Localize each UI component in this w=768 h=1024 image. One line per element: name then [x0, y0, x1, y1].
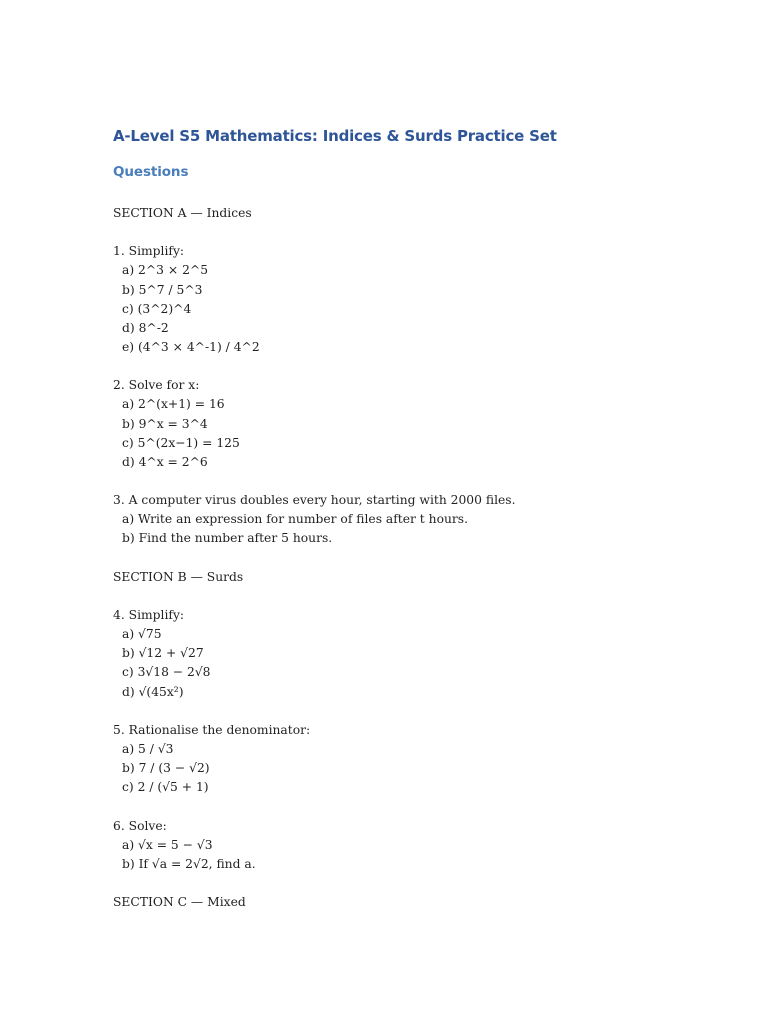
question-1-part-d: d) 8^-2	[122, 320, 169, 335]
question-5-part-c: c) 2 / (√5 + 1)	[122, 780, 209, 795]
section-a-title: SECTION A — Indices	[113, 206, 252, 220]
question-3-part-b: b) Find the number after 5 hours.	[122, 531, 333, 546]
question-1-part-c: c) (3^2)^4	[122, 301, 192, 316]
question-2-part-b: b) 9^x = 3^4	[122, 416, 208, 431]
question-5-part-a: a) 5 / √3	[122, 741, 174, 756]
section-b-title: SECTION B — Surds	[113, 569, 244, 584]
question-1-stem: 1. Simplify:	[113, 244, 185, 259]
question-5-part-b: b) 7 / (3 − √2)	[122, 761, 210, 776]
question-6-part-b: b) If √a = 2√2, find a.	[122, 856, 256, 871]
question-4-part-a: a) √75	[122, 627, 162, 642]
document-body	[113, 204, 673, 912]
question-3-part-a: a) Write an expression for number of files after t hours.	[122, 512, 468, 527]
spacer	[113, 549, 673, 568]
question-4-part-b: b) √12 + √27	[122, 646, 204, 661]
questions-heading: Questions	[113, 164, 189, 180]
question-6-stem: 6. Solve:	[113, 818, 167, 833]
spacer	[113, 587, 673, 606]
question-2-stem: 2. Solve for x:	[113, 378, 200, 393]
section-c-title: SECTION C — Mixed	[113, 895, 246, 910]
spacer	[113, 223, 673, 242]
document-title: A-Level S5 Mathematics: Indices & Surds Practice Set	[113, 127, 557, 145]
question-5-stem: 5. Rationalise the denominator:	[113, 722, 311, 737]
question-2-part-a: a) 2^(x+1) = 16	[122, 397, 225, 412]
question-3-stem: 3. A computer virus doubles every hour, starting with 2000 files.	[113, 493, 516, 508]
question-1-part-e: e) (4^3 × 4^-1) / 4^2	[122, 339, 260, 354]
spacer	[113, 874, 673, 893]
question-4-stem: 4. Simplify:	[113, 607, 185, 622]
document-page	[113, 124, 673, 910]
question-4-part-c: c) 3√18 − 2√8	[122, 665, 211, 680]
question-2-part-c: c) 5^(2x−1) = 125	[122, 435, 240, 450]
question-6-part-a: a) √x = 5 − √3	[122, 837, 213, 852]
question-1-part-b: b) 5^7 / 5^3	[122, 282, 203, 297]
spacer	[113, 702, 673, 721]
question-2-part-d: d) 4^x = 2^6	[122, 454, 208, 469]
spacer	[113, 357, 673, 376]
question-1-part-a: a) 2^3 × 2^5	[122, 263, 209, 278]
spacer	[113, 472, 673, 491]
question-4-part-d: d) √(45x²)	[122, 684, 184, 699]
spacer	[113, 797, 673, 816]
